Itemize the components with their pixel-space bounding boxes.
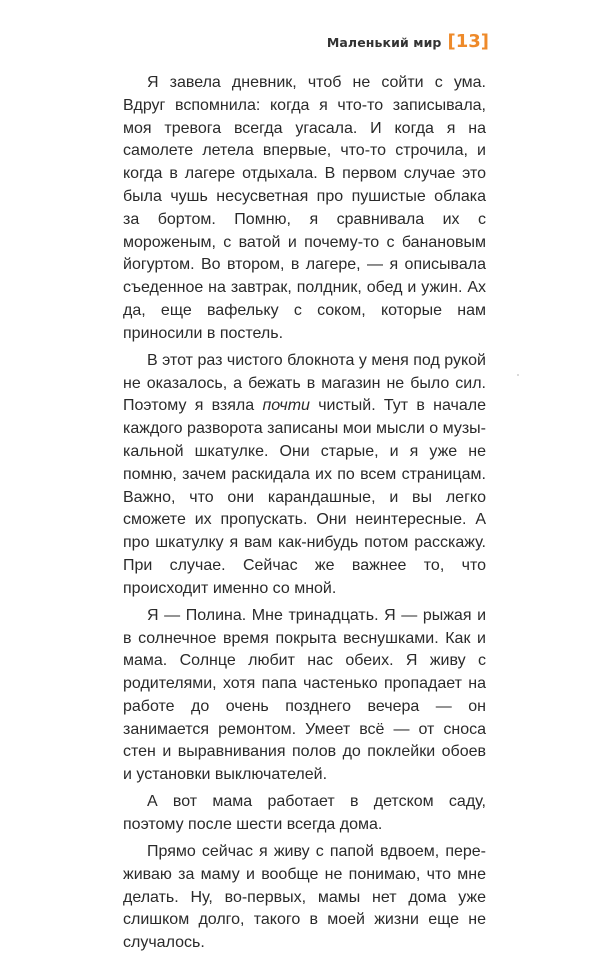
book-title: Маленький мир (326, 34, 442, 50)
paragraph-4: А вот мама работает в детском саду, поэтому после шести всегда дома. (123, 793, 486, 834)
paragraph-2-text-end: чистый. Тут в начале каждого разворота записаны мои мысли о музыкальной шкатулке. Они старые, и я уже не помню, зачем раскидала их по всем страницам. Важно, что они карандашные, и вы легко сможете их пропускать. Они неинтересные. А про шкатулку я вам как-нибудь потом расскажу. При случае. Сейчас же важнее то, что происходит именно со мной. (123, 397, 486, 597)
running-header (327, 33, 489, 51)
paragraph-3: Я — Полина. Мне тринадцать. Я — рыжая и в солнечное время покрыта веснушками. Как и мама. Солнце любит нас обеих. Я живу с родителями, хотя папа частенько пропадает на работе до очень позднего вечера — он занимается ремонтом. Умеет всё — от сноса стен и выравнивания полов до поклейки обоев и установки выключателей. (123, 606, 486, 784)
page-number: [13] (447, 31, 489, 52)
paragraph-5: Прямо сейчас я живу с папой вдвоем, переживаю за маму и вообще не понимаю, что мне делать. Ну, во-первых, мамы нет дома уже слишком долго, такого в моей жизни еще не случалось. (123, 843, 486, 952)
paragraph-2-text-start: В этот раз чистого блокнота у меня под рукой не оказалось, а бежать в магазин не было сил. Поэтому я взяла (123, 351, 486, 415)
print-speck (517, 374, 519, 376)
italic-word: почти (262, 397, 310, 415)
page-body (123, 72, 486, 955)
paragraph-2 (123, 350, 486, 601)
paragraph-1: Я завела дневник, чтоб не сойти с ума. Вдруг вспомнила: когда я что-то записывала, моя тревога всегда угасала. И когда я на самолете летела впервые, что-то строчила, и когда в лагере отдыхала. В первом случае это была чушь несусветная про пушистые облака за бортом. Помню, я сравнивала их с мороженым, с ватой и почему-то с банановым йогуртом. Во втором, в лагере, — я описывала съеденное на завтрак, полдник, обед и ужин. Ах да, еще вафельку с соком, которые нам приносили в постель. (123, 74, 486, 342)
